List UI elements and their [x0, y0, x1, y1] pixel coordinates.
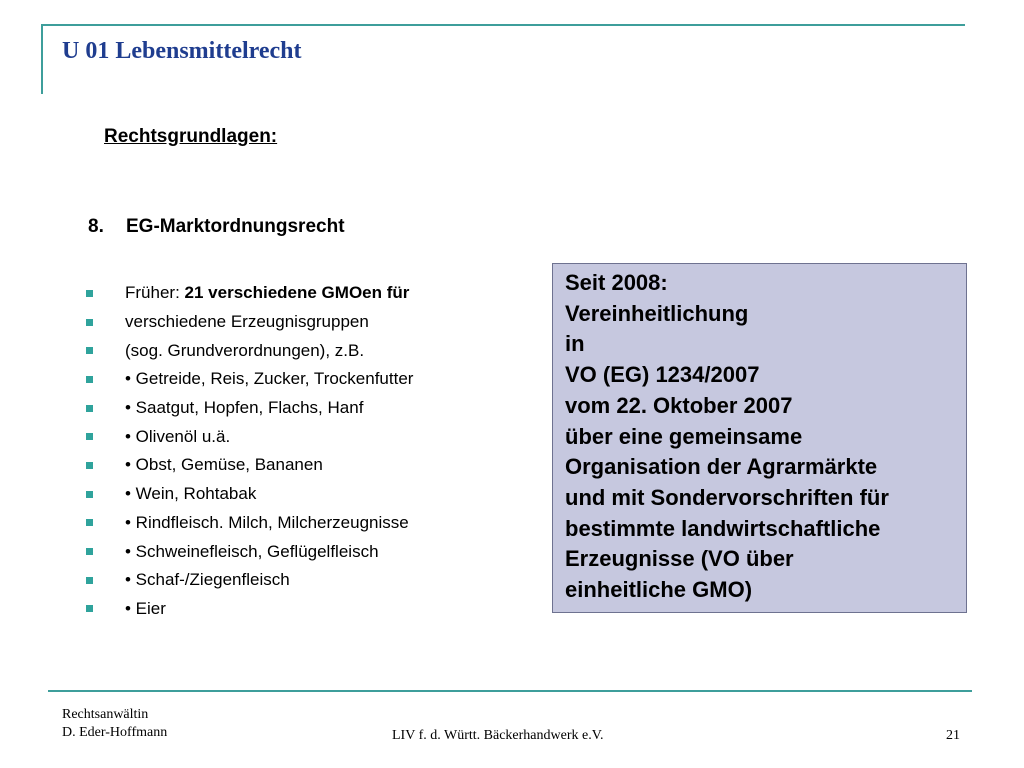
info-box-line: einheitliche GMO) [565, 577, 753, 603]
info-box-line: über eine gemeinsame [565, 423, 803, 449]
list-item [86, 422, 413, 451]
info-box-line: Organisation der Agrarmärkte [565, 454, 878, 480]
info-box-line: bestimmte landwirtschaftliche [565, 515, 881, 541]
bullet-square-icon [86, 577, 93, 584]
list-item [86, 336, 413, 365]
bullet-square-icon [86, 405, 93, 412]
info-box-line: vom 22. Oktober 2007 [565, 392, 793, 418]
info-box-line: in [565, 331, 585, 357]
bullet-text: • Rindfleisch. Milch, Milcherzeugnisse [125, 512, 409, 532]
bullet-text: • Obst, Gemüse, Bananen [125, 455, 323, 475]
footer-author [62, 706, 167, 742]
bullet-square-icon [86, 605, 93, 612]
bullet-text: • Schaf-/Ziegenfleisch [125, 570, 290, 590]
list-item [86, 279, 413, 308]
info-box-line: Vereinheitlichung [565, 300, 749, 326]
info-box-line: und mit Sondervorschriften für [565, 484, 889, 510]
bullet-square-icon [86, 548, 93, 555]
bullet-square-icon [86, 319, 93, 326]
list-item [86, 308, 413, 337]
list-item [86, 365, 413, 394]
bullet-text: (sog. Grundverordnungen), z.B. [125, 340, 365, 360]
bullet-square-icon [86, 519, 93, 526]
bullet-square-icon [86, 290, 93, 297]
footer-author-line1: Rechtsanwältin [62, 707, 149, 722]
info-box [552, 263, 967, 613]
bullet-square-icon [86, 347, 93, 354]
list-item [86, 509, 413, 538]
bullet-text [125, 283, 409, 303]
subtitle: Rechtsgrundlagen: [104, 126, 278, 147]
bullet-text: • Wein, Rohtabak [125, 484, 257, 504]
bullet-text: • Saatgut, Hopfen, Flachs, Hanf [125, 398, 364, 418]
bullet-text-bold: 21 verschiedene GMOen für [184, 283, 410, 303]
page-number: 21 [946, 728, 960, 743]
bullet-square-icon [86, 376, 93, 383]
info-box-line: Erzeugnisse (VO über [565, 546, 794, 572]
bullet-text: • Olivenöl u.ä. [125, 426, 231, 446]
bullet-text-prefix: Früher: [125, 283, 185, 303]
bullet-text: • Eier [125, 598, 166, 618]
info-box-line: VO (EG) 1234/2007 [565, 362, 760, 388]
list-item [86, 595, 413, 624]
bullet-square-icon [86, 433, 93, 440]
section-heading [88, 216, 345, 238]
left-rule [41, 24, 43, 94]
section-number: 8. [88, 216, 104, 237]
footer-author-line2: D. Eder-Hoffmann [62, 725, 168, 740]
info-box-line: Seit 2008: [565, 270, 668, 295]
slide-title: U 01 Lebensmittelrecht [62, 38, 302, 64]
list-item [86, 566, 413, 595]
bullet-list [86, 279, 413, 623]
footer-organization: LIV f. d. Württ. Bäckerhandwerk e.V. [392, 728, 604, 743]
list-item [86, 480, 413, 509]
bottom-rule [48, 690, 972, 692]
bullet-square-icon [86, 462, 93, 469]
list-item [86, 394, 413, 423]
section-title: EG-Marktordnungsrecht [126, 216, 345, 237]
list-item [86, 451, 413, 480]
top-rule [41, 24, 965, 26]
bullet-text: • Schweinefleisch, Geflügelfleisch [125, 541, 379, 561]
bullet-square-icon [86, 491, 93, 498]
bullet-text: verschiedene Erzeugnisgruppen [125, 312, 369, 332]
bullet-text: • Getreide, Reis, Zucker, Trockenfutter [125, 369, 414, 389]
list-item [86, 537, 413, 566]
